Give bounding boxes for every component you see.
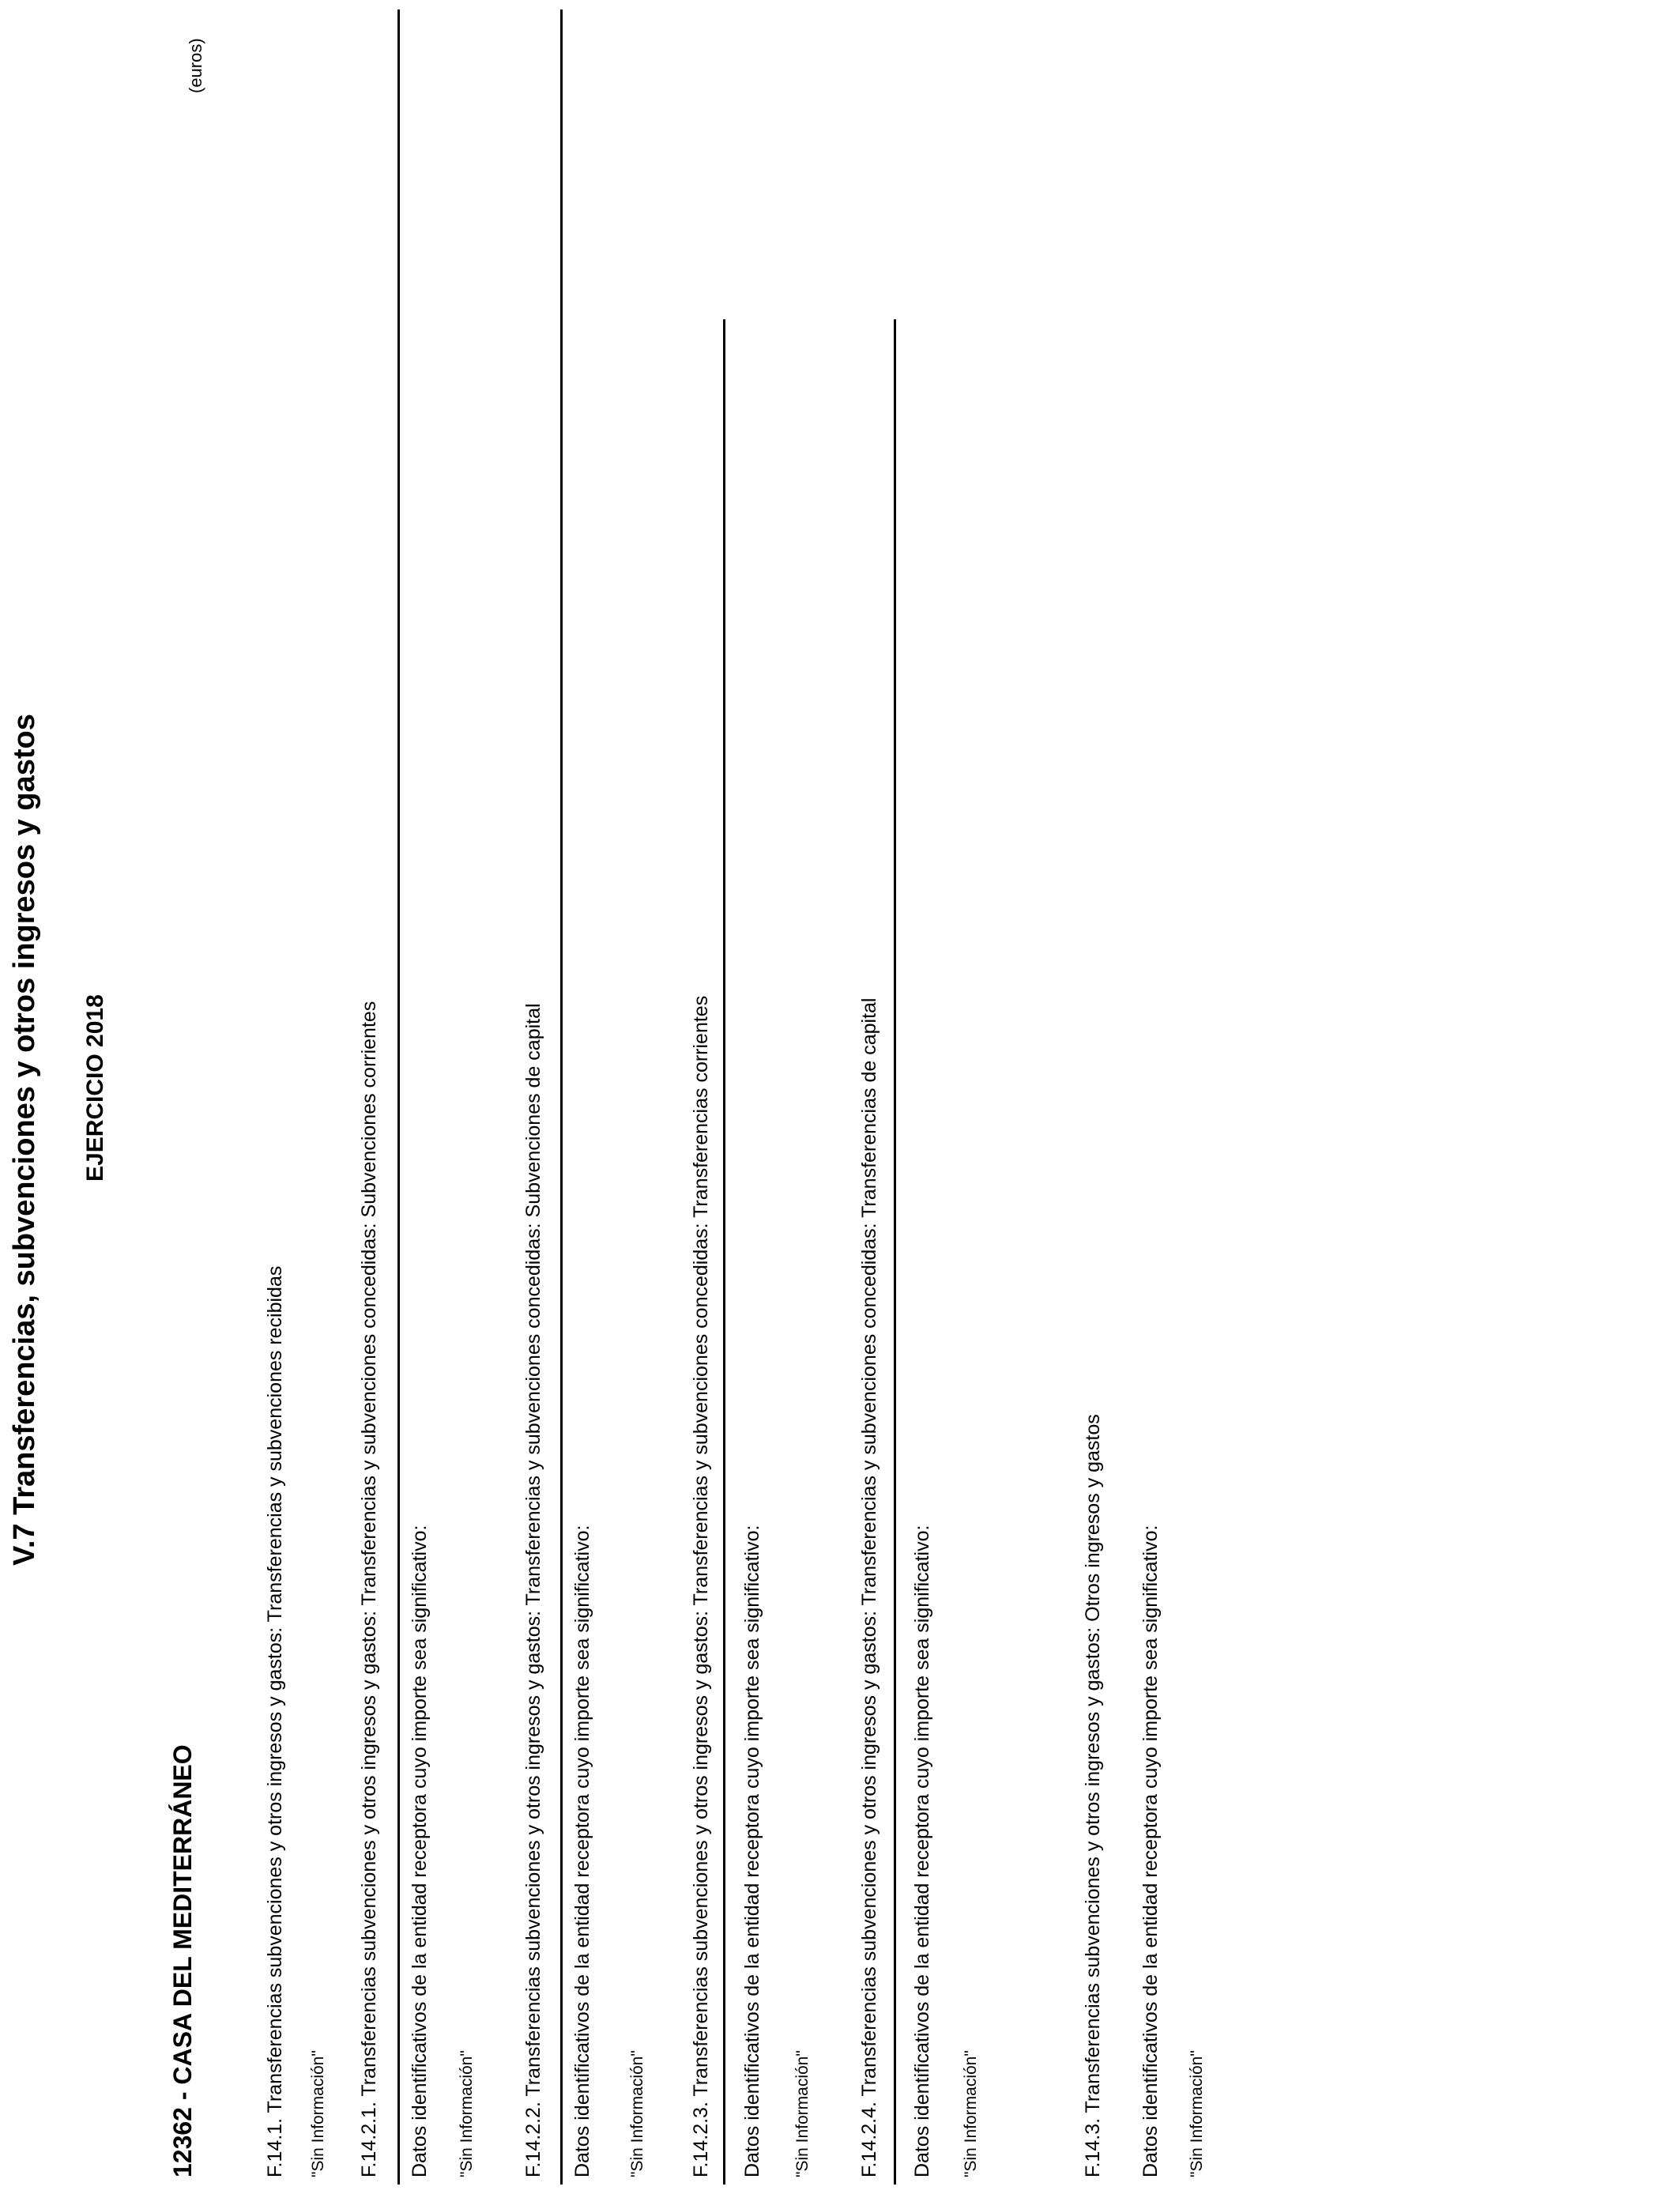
section-heading-f14-3: F.14.3. Transferencias subvenciones y otros ingresos y gastos: Otros ingresos y gastos — [1082, 1414, 1104, 2177]
units-label: (euros) — [186, 38, 205, 93]
sin-informacion-f14-2-4: "Sin Información" — [962, 2050, 980, 2177]
entity-title: 12362 - CASA DEL MEDITERRÁNEO — [168, 1744, 197, 2177]
divider-f14-2-2 — [560, 9, 563, 2185]
divider-f14-2-4 — [894, 319, 896, 2185]
datos-label-f14-2-4: Datos identificativos de la entidad receptora cuyo importe sea significativo: — [911, 1525, 933, 2177]
datos-label-f14-3: Datos identificativos de la entidad receptora cuyo importe sea significativo: — [1139, 1525, 1162, 2177]
section-heading-f14-1: F.14.1. Transferencias subvenciones y otros ingresos y gastos: Transferencias y subvenciones recibidas — [264, 1265, 286, 2177]
sin-informacion-f14-2-1: "Sin Información" — [458, 2050, 476, 2177]
divider-f14-2-3 — [723, 319, 725, 2185]
section-heading-f14-2-4: F.14.2.4. Transferencias subvenciones y otros ingresos y gastos: Transferencias y subvenciones concedidas: Transferencias de capital — [858, 997, 880, 2177]
sin-informacion-f14-1: "Sin Información" — [309, 2050, 327, 2177]
sin-informacion-f14-2-2: "Sin Información" — [628, 2050, 646, 2177]
section-heading-f14-2-2: F.14.2.2. Transferencias subvenciones y otros ingresos y gastos: Transferencias y subvenciones concedidas: Subvenciones de capital — [522, 1003, 544, 2177]
datos-label-f14-2-3: Datos identificativos de la entidad receptora cuyo importe sea significativo: — [741, 1525, 763, 2177]
section-heading-f14-2-1: F.14.2.1. Transferencias subvenciones y otros ingresos y gastos: Transferencias y subvenciones concedidas: Subvenciones corrientes — [358, 1001, 380, 2177]
sin-informacion-f14-3: "Sin Información" — [1188, 2050, 1206, 2177]
datos-label-f14-2-1: Datos identificativos de la entidad receptora cuyo importe sea significativo: — [409, 1525, 431, 2177]
section-heading-f14-2-3: F.14.2.3. Transferencias subvenciones y otros ingresos y gastos: Transferencias y subvenciones concedidas: Transferencias corrientes — [690, 995, 712, 2177]
report-title: V.7 Transferencias, subvenciones y otros ingresos y gastos — [8, 714, 41, 1566]
datos-label-f14-2-2: Datos identificativos de la entidad receptora cuyo importe sea significativo: — [571, 1525, 593, 2177]
exercise-label: EJERCICIO 2018 — [82, 994, 108, 1182]
sin-informacion-f14-2-3: "Sin Información" — [793, 2050, 812, 2177]
divider-f14-2-1 — [397, 9, 400, 2185]
